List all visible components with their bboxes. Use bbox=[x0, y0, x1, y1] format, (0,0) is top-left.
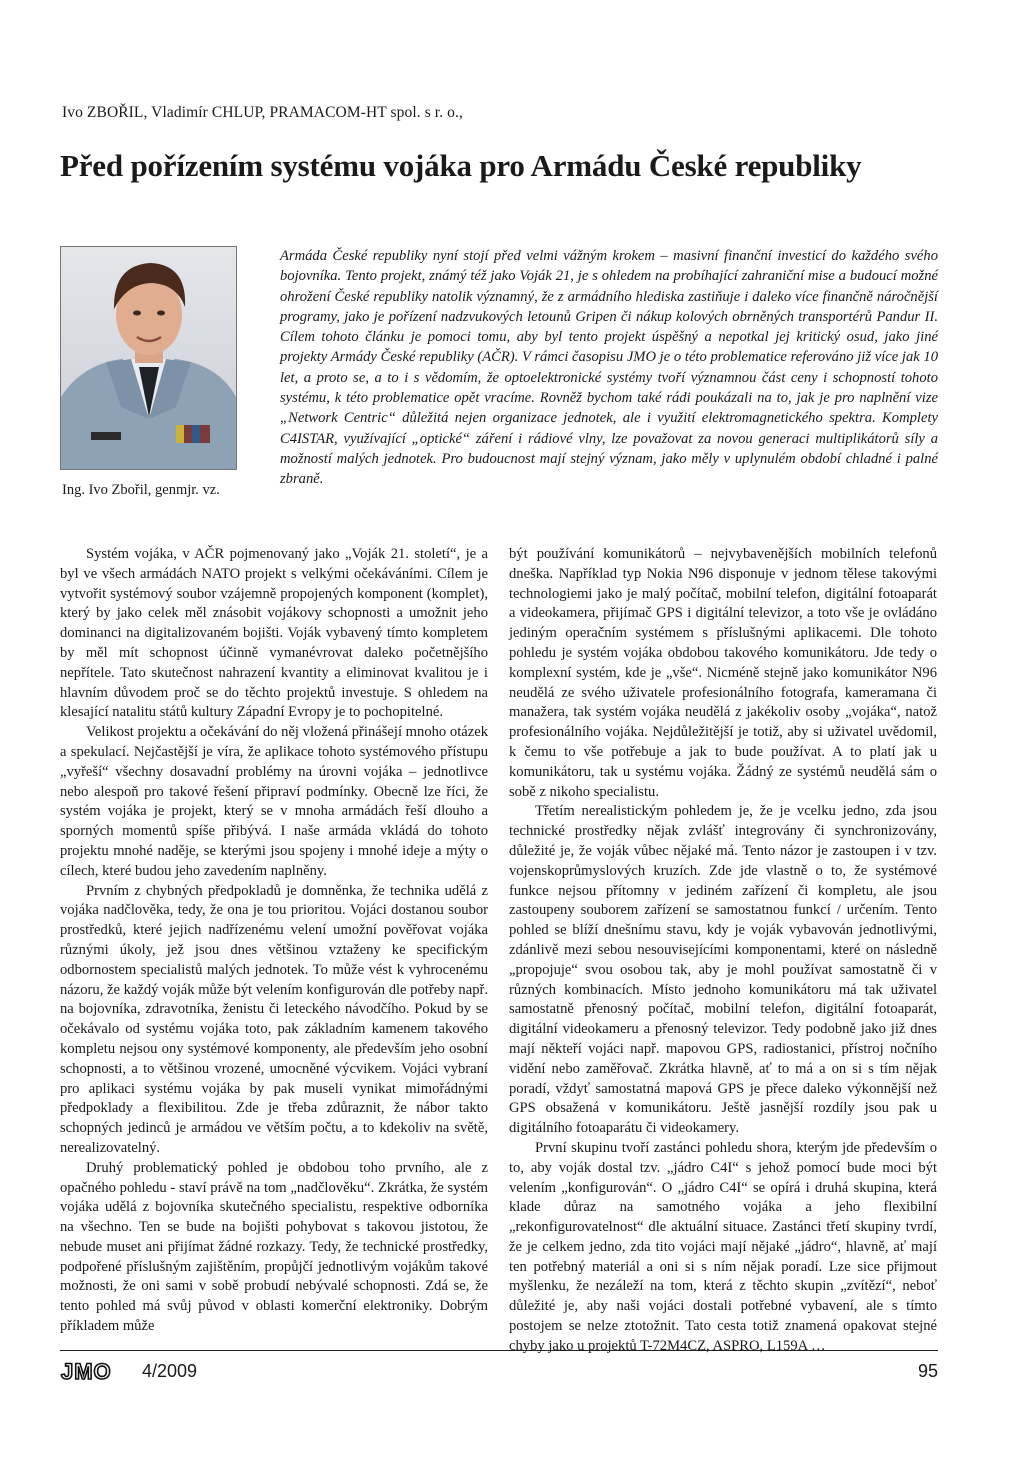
issue-number: 4/2009 bbox=[142, 1361, 198, 1381]
svg-text:JMO: JMO bbox=[61, 1359, 112, 1383]
page-number: 95 bbox=[917, 1361, 938, 1381]
right-column bbox=[509, 545, 937, 1357]
footer-rule bbox=[60, 1350, 938, 1351]
paragraph: Druhý problematický pohled je obdobou toho prvního, ale z opačného pohledu - staví právě na tom „nadčlověku“. Zkrátka, že systém vojáka udělá z bojovníka skutečného specialistu, respektive odborníka na všechno. Ten se bude na bojišti pohybovat s takovou jistotou, že nebude muset ani přijímat žádné rozkazy. Tedy, že technické prostředky, podpořené příslušným zajištěním, propůjčí jednotlivým vojákům takové možnosti, že oni sami v sobě probudí nebývalé schopnosti. Zdá se, že tento pohled má svůj původ v oblasti komerční elektroniky. Dobrým příkladem může bbox=[60, 1159, 488, 1335]
portrait-illustration bbox=[61, 247, 236, 469]
jmo-logo-mark bbox=[60, 1359, 122, 1383]
author-photo bbox=[60, 246, 237, 470]
authors-line: Ivo ZBOŘIL, Vladimír CHLUP, PRAMACOM-HT spol. s r. o., bbox=[62, 104, 463, 121]
article-title: Před pořízením systému vojáka pro Armádu České republiky bbox=[60, 148, 862, 183]
left-column bbox=[60, 545, 488, 1337]
article-abstract: Armáda České republiky nyní stojí před velmi vážným krokem – masivní finanční investicí do každého svého bojovníka. Tento projekt, známý též jako Voják 21, je s ohledem na probíhající zahraniční mise a budoucí možné ohrožení České republiky natolik významný, že z armádního hlediska zastiňuje i daleko více finančně náročnější programy, jako je pořízení nadzvukových letounů Gripen či nákup kolových obrněných transportérů Pandur II. Cílem tohoto článku je pomoci tomu, aby byl tento projekt úspěšný a nepotkal jej kritický osud, jako jiné projekty Armády České republiky (AČR). V rámci časopisu JMO je o této problematice referováno již více jak 10 let, a proto se, a to i s vědomím, že optoelektronické systémy tvoří významnou část ceny i schopností tohoto systému, k této problematice opět vracíme. Rovněž bychom také rádi poukázali na to, jak je pro naplnění vize „Network Centric“ důležitá nejen organizace jednotek, ale i využití elektromagnetického spektra. Komplety C4ISTAR, využívající „optické“ záření i rádiové vlny, lze považovat za novou generaci multiplikátorů síly a možností malých jednotek. Pro budoucnost mají stejný význam, jako měly v uplynulém období chladné i palné zbraně. bbox=[280, 248, 938, 488]
paragraph: Systém vojáka, v AČR pojmenovaný jako „Voják 21. století“, je a byl ve všech armádách NATO projekt s velkými očekáváními. Cílem je vytvořit systémový soubor vzájemně propojených komponent (komplet), který by jako celek měl znásobit vojákovy schopnosti a umožnit jeho dominanci na digitalizovaném bojišti. Voják vybavený tímto kompletem by měl mít schopnost účinně vymanévrovat daleko početnějšího nepřítele. Tato skutečnost nahrazení kvantity a eliminovat kvalitou je i hlavním důvodem proč se do těchto projektů investuje. S ohledem na klesající natalitu států kultury Západní Evropy je to pochopitelné. bbox=[60, 546, 488, 721]
paragraph: být používání komunikátorů – nejvybavenějších mobilních telefonů dneška. Například typ Nokia N96 disponuje v jednom tělese takovými technologiemi jako je malý počítač, mobilní telefon, digitální fotoaparát a videokamera, přijímač GPS i digitální televizor, a toto vše je ovládáno jediným operačním systémem s příslušnými aplikacemi. Dle tohoto pohledu je systém vojáka obdobou takového komunikátoru. Jde tedy o komplexní systém, kde je „vše“. Nicméně stejně jako komunikátor N96 neudělá ze svého uživatele profesionálního fotografa, kameramana či manažera, tak systém vojáka neudělá z jakékoliv osoby „vojáka“, natož profesionálního vojáka. Nejdůležitější je totiž, aby si uživatel uvědomil, k čemu to vše potřebuje a jak to bude používat. A to platí jak u komunikátoru, tak u systému vojáka. Žádný ze systémů neudělá sám o sobě z nikoho specialistu. bbox=[509, 546, 937, 800]
paragraph: Velikost projektu a očekávání do něj vložená přinášejí mnoho otázek a spekulací. Nejčastější je víra, že aplikace tohoto systémového přístupu „vyřeší“ všechny dosavadní problémy na úrovni vojáka – jednotlivce nebo alespoň pro takové řešení připraví podmínky. Obecně lze říci, že systém vojáka je projekt, který se v mnoha armádách řeší dlouho a sporných momentů spíše přibývá. I naše armáda vkládá do tohoto projektu mnohé naděje, se kterými jsou spojeny i mnohé ideje a mýty o cílech, které budou jeho zavedením naplněny. bbox=[60, 724, 488, 879]
jmo-logo bbox=[60, 1359, 122, 1388]
paragraph: První skupinu tvoří zastánci pohledu shora, kterým jde především o to, aby voják dostal tzv. „jádro C4I“ s jehož pomocí bude moci být velením „konfigurován“. O „jádro C4I“ se opírá i druhá skupina, která klade důraz na samotného vojáka a jeho flexibilní „rekonfigurovatelnost“ dle aktuální situace. Zastánci třetí skupiny tvrdí, že je celkem jedno, zda tito vojáci mají nějaké „jádro“, hlavně, ať mají ten potřebný materiál a oni si s ním nějak poradí. Lze sice přijmout myšlenku, že nezáleží na tom, která z těchto skupin „zvítězí“, neboť důležité je, aby naši vojáci dostali potřebné vybavení, ale s tímto postojem se nelze ztotožnit. Tato cesta totiž znamená opakovat stejné chyby jako u projektů T-72M4CZ, ASPRO, L159A … bbox=[509, 1139, 937, 1354]
paragraph: Prvním z chybných předpokladů je domněnka, že technika udělá z vojáka nadčlověka, tedy, že ona je tou prioritou. Vojáci dostanou soubor prostředků, které jejich nadřízenému velení umožní pověřovat vojáka různými úkoly, jež jsou dnes většinou vztaženy ke specifickým odbornostem specialistů malých jednotek. To může vést k vyhrocenému názoru, že každý voják může být velením konfigurován dle potřeby např. na bojovníka, zdravotníka, ženistu či leteckého návodčího. Pokud by se očekávalo od systému vojáka toto, pak základním kamenem takového kompletu nejsou ony systémové komponenty, ale především jeho osobní schopnosti, a to většinou vrozené, umocněné výcvikem. Vojáci vybraní pro aplikaci systému vojáka by pak museli vynikat mimořádnými předpoklady a flexibilitou. Zde je třeba zdůraznit, že nábor takto schopných jedinců je armádou ve větším počtu, a to kdekoliv na světě, nerealizovatelný. bbox=[60, 882, 488, 1156]
photo-caption: Ing. Ivo Zbořil, genmjr. vz. bbox=[62, 482, 220, 498]
paragraph: Třetím nerealistickým pohledem je, že je vcelku jedno, zda jsou technické prostředky nějak zvlášť integrovány či synchronizovány, důležité je, že voják vůbec nějaké má. Tento názor je zastoupen i v tzv. vojenskoprůmyslových kruzích. Zde jde vlastně o to, že systémové funkce nejsou přítomny v jediném zařízení či kompletu, ale jsou zastoupeny souborem zařízení se samostatnou funkcí / určením. Tento pohled se blíží dnešnímu stavu, kdy je voják vybavován jednotlivými, zdánlivě mezi sebou nesouvisejícími komponentami, které on následně „propojuje“ svou osobou tak, aby je mohl používat samostatně či v různých kombinacích. Místo jednoho komunikátoru má tak uživatel samostatně přenosný počítač, mobilní telefon, digitální fotoaparát, digitální videokameru a přenosný televizor. Tedy podobně jako již dnes mají někteří vojáci např. mapovou GPS, radiostanici, přístroj nočního vidění nebo zaměřovač. Zkrátka hlavně, ať to má a on si s tím nějak poradí, vždyť samostatná mapová GPS je přece daleko výkonnější než GPS obsažená v komunikátoru. Ještě jasnější rozdíly jsou pak u digitálního fotoaparátu či videokamery. bbox=[509, 803, 937, 1137]
